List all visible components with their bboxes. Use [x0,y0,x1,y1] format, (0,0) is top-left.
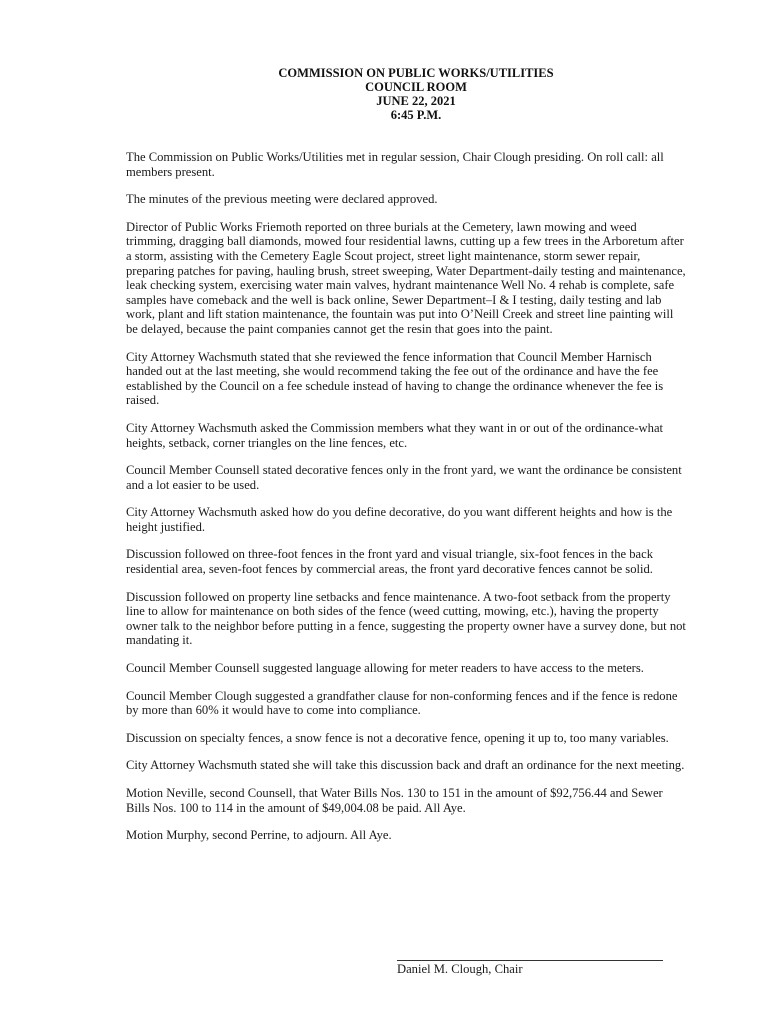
paragraph-setbacks: Discussion followed on property line setbacks and fence maintenance. A two-foot setback from the property line to allow for maintenance on both sides of the fence (weed cutting, mowing, etc.), having the property owner talk to the neighbor before putting in a fence, suggesting the property owner have a survey done, but not mandating it. [126,589,686,648]
paragraph-grandfather-clause: Council Member Clough suggested a grandfather clause for non-conforming fences and if the fence is redone by more than 60% it would have to come into compliance. [126,688,678,718]
paragraph-decorative-front-yard: Council Member Counsell stated decorative fences only in the front yard, we want the ordinance be consistent and a lot easier to be used. [126,463,682,492]
header-date: JUNE 22, 2021 [376,94,456,108]
header-time: 6:45 P.M. [390,108,442,122]
minutes-body [126,150,686,856]
paragraph-draft-ordinance: City Attorney Wachsmuth stated she will take this discussion back and draft an ordinance for the next meeting. [126,758,685,773]
paragraph-fence-heights: Discussion followed on three-foot fences in the front yard and visual triangle, six-foot fences in the back residential area, seven-foot fences by commercial areas, the front yard decorative fences cannot be solid. [126,547,654,577]
document-header [126,66,706,122]
header-commission-title: COMMISSION ON PUBLIC WORKS/UTILITIES [278,66,554,80]
signature-name: Daniel M. Clough, Chair [397,962,523,976]
paragraph-bills-motion: Motion Neville, second Counsell, that Water Bills Nos. 130 to 151 in the amount of $92,756.44 and Sewer Bills Nos. 100 to 114 in the amount of $49,004.08 be paid. All Aye. [126,786,663,815]
paragraph-define-decorative: City Attorney Wachsmuth asked how do you define decorative, do you want different heights and how is the height justified. [126,505,673,534]
header-location: COUNCIL ROOM [365,80,467,94]
paragraph-minutes-approved: The minutes of the previous meeting were declared approved. [126,192,438,207]
paragraph-roll-call: The Commission on Public Works/Utilities met in regular session, Chair Clough presiding. On roll call: all members present. [126,150,664,179]
paragraph-adjourn-motion: Motion Murphy, second Perrine, to adjourn. All Aye. [126,828,392,843]
signature-line [397,960,663,961]
paragraph-ordinance-question: City Attorney Wachsmuth asked the Commission members what they want in or out of the ordinance-what heights, setback, corner triangles on the line fences, etc. [126,420,664,450]
paragraph-meter-access: Council Member Counsell suggested language allowing for meter readers to have access to the meters. [126,661,644,676]
paragraph-fence-fee: City Attorney Wachsmuth stated that she reviewed the fence information that Council Member Harnisch handed out at the last meeting, she would recommend taking the fee out of the ordinance and have the fee established by the Council on a fee schedule instead of having to change the ordinance whenever the fee is raised. [126,349,664,408]
paragraph-public-works-report: Director of Public Works Friemoth reported on three burials at the Cemetery, lawn mowing and weed trimming, dragging ball diamonds, mowed four residential lawns, cutting up a few trees in the Arboretum after a storm, assisting with the Cemetery Eagle Scout project, street light maintenance, storm sewer repair, preparing patches for paving, hauling brush, street sweeping, Water Department-daily testing and maintenance, leak checking system, exercising water main valves, hydrant maintenance Well No. 4 rehab is complete, safe samples have comeback and the well is back online, Sewer Department–I & I testing, daily testing and lab work, plant and lift station maintenance, the fountain was put into O’Neill Creek and street line painting will be delayed, because the paint companies cannot get the resin that goes into the paint. [126,219,686,336]
paragraph-specialty-fences: Discussion on specialty fences, a snow fence is not a decorative fence, opening it up to, too many variables. [126,730,669,745]
